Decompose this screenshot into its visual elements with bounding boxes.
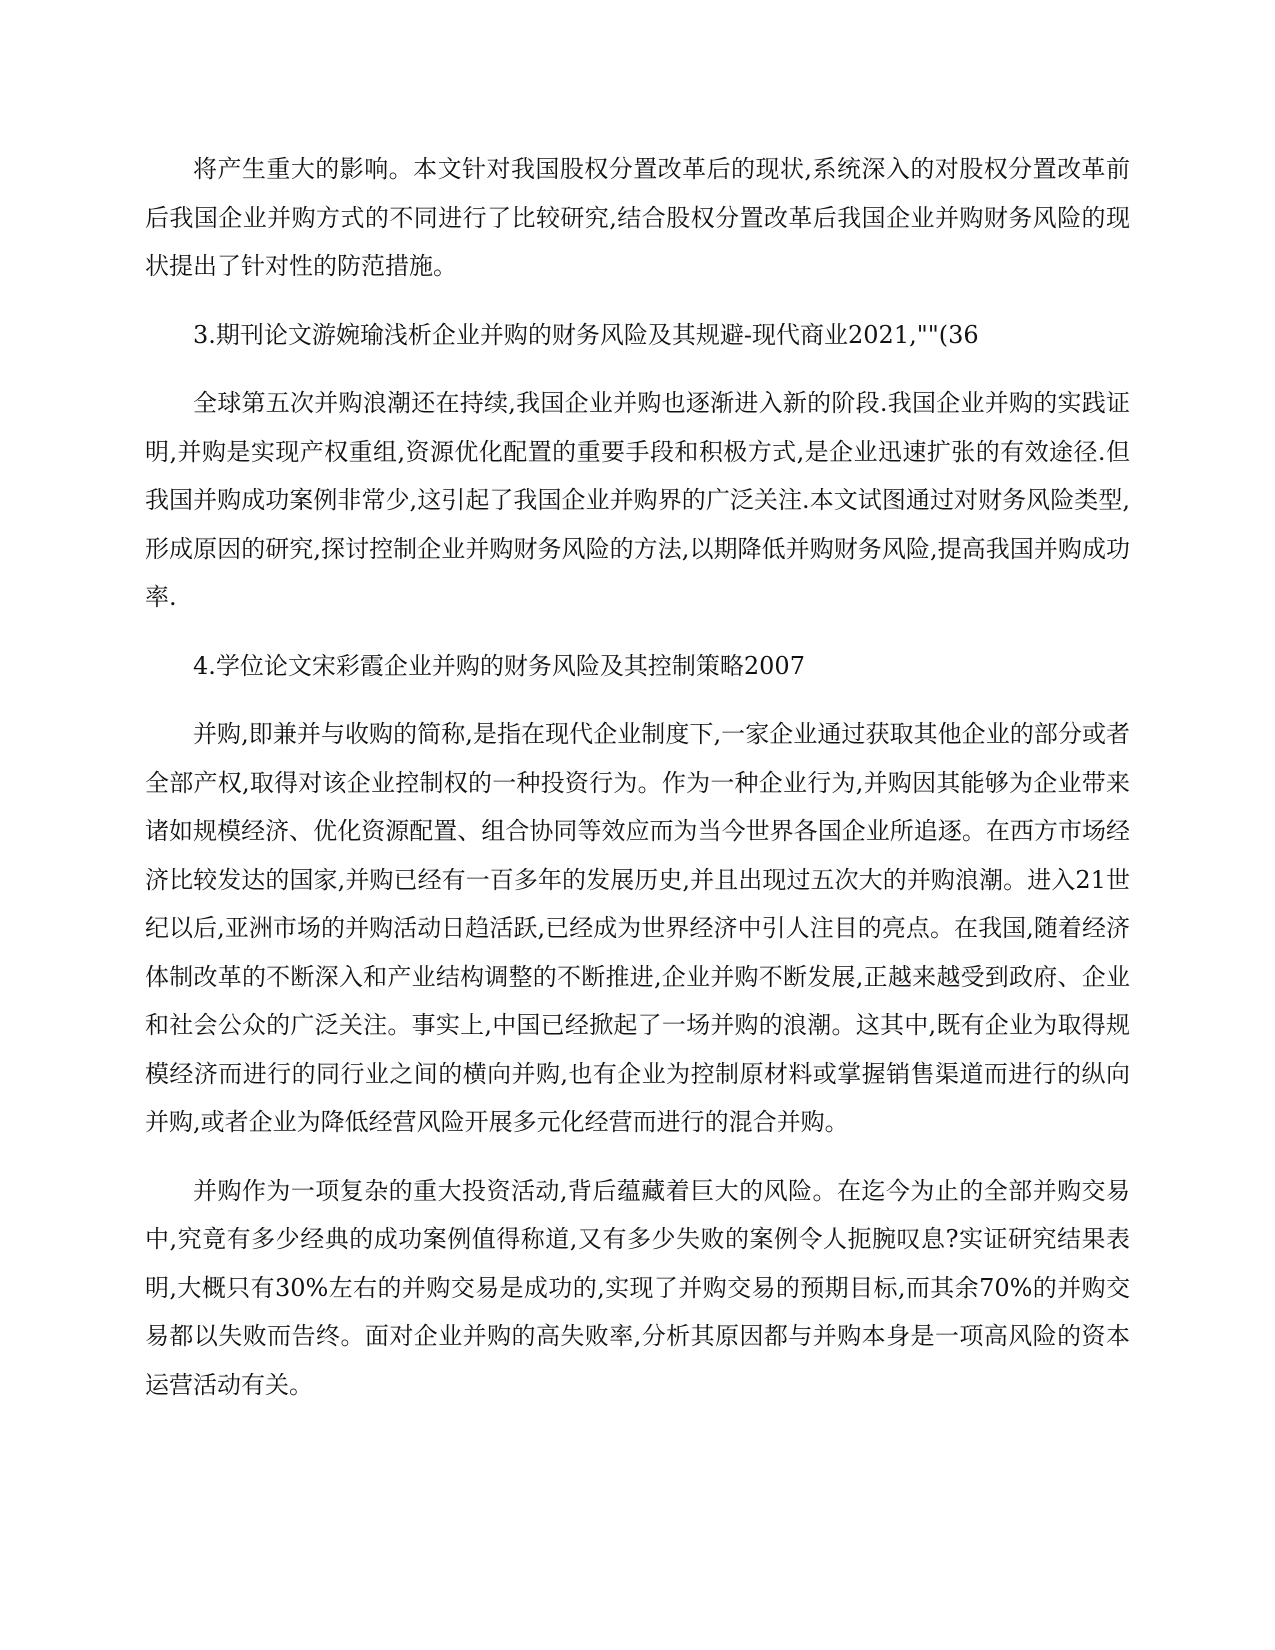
reference-entry-4: 4.学位论文宋彩霞企业并购的财务风险及其控制策略2007	[193, 651, 805, 680]
reference-entry-3: 3.期刊论文游婉瑜浅析企业并购的财务风险及其规避-现代商业2021,""(36	[193, 320, 979, 349]
document-page	[145, 145, 1130, 1409]
abstract-paragraph-3: 全球第五次并购浪潮还在持续,我国企业并购也逐渐进入新的阶段.我国企业并购的实践证明,并购是实现产权重组,资源优化配置的重要手段和积极方式,是企业迅速扩张的有效途径.但我国并购成功案例非常少,这引起了我国企业并购界的广泛关注.本文试图通过对财务风险类型,形成原因的研究,探讨控制企业并购财务风险的方法,以期降低并购财务风险,提高我国并购成功率.	[145, 389, 1130, 611]
abstract-paragraph-4a: 并购,即兼并与收购的简称,是指在现代企业制度下,一家企业通过获取其他企业的部分或者全部产权,取得对该企业控制权的一种投资行为。作为一种企业行为,并购因其能够为企业带来诸如规模经济、优化资源配置、组合协同等效应而为当今世界各国企业所追逐。在西方市场经济比较发达的国家,并购已经有一百多年的发展历史,并且出现过五次大的并购浪潮。进入21世纪以后,亚洲市场的并购活动日趋活跃,已经成为世界经济中引人注目的亮点。在我国,随着经济体制改革的不断深入和产业结构调整的不断推进,企业并购不断发展,正越来越受到政府、企业和社会公众的广泛关注。事实上,中国已经掀起了一场并购的浪潮。这其中,既有企业为取得规模经济而进行的同行业之间的横向并购,也有企业为控制原材料或掌握销售渠道而进行的纵向并购,或者企业为降低经营风险开展多元化经营而进行的混合并购。	[145, 720, 1130, 1136]
abstract-paragraph-continued: 将产生重大的影响。本文针对我国股权分置改革后的现状,系统深入的对股权分置改革前后我国企业并购方式的不同进行了比较研究,结合股权分置改革后我国企业并购财务风险的现状提出了针对性的防范措施。	[145, 155, 1130, 280]
abstract-paragraph-4b: 并购作为一项复杂的重大投资活动,背后蕴藏着巨大的风险。在迄今为止的全部并购交易中,究竟有多少经典的成功案例值得称道,又有多少失败的案例令人扼腕叹息?实证研究结果表明,大概只有30%左右的并购交易是成功的,实现了并购交易的预期目标,而其余70%的并购交易都以失败而告终。面对企业并购的高失败率,分析其原因都与并购本身是一项高风险的资本运营活动有关。	[145, 1176, 1130, 1399]
